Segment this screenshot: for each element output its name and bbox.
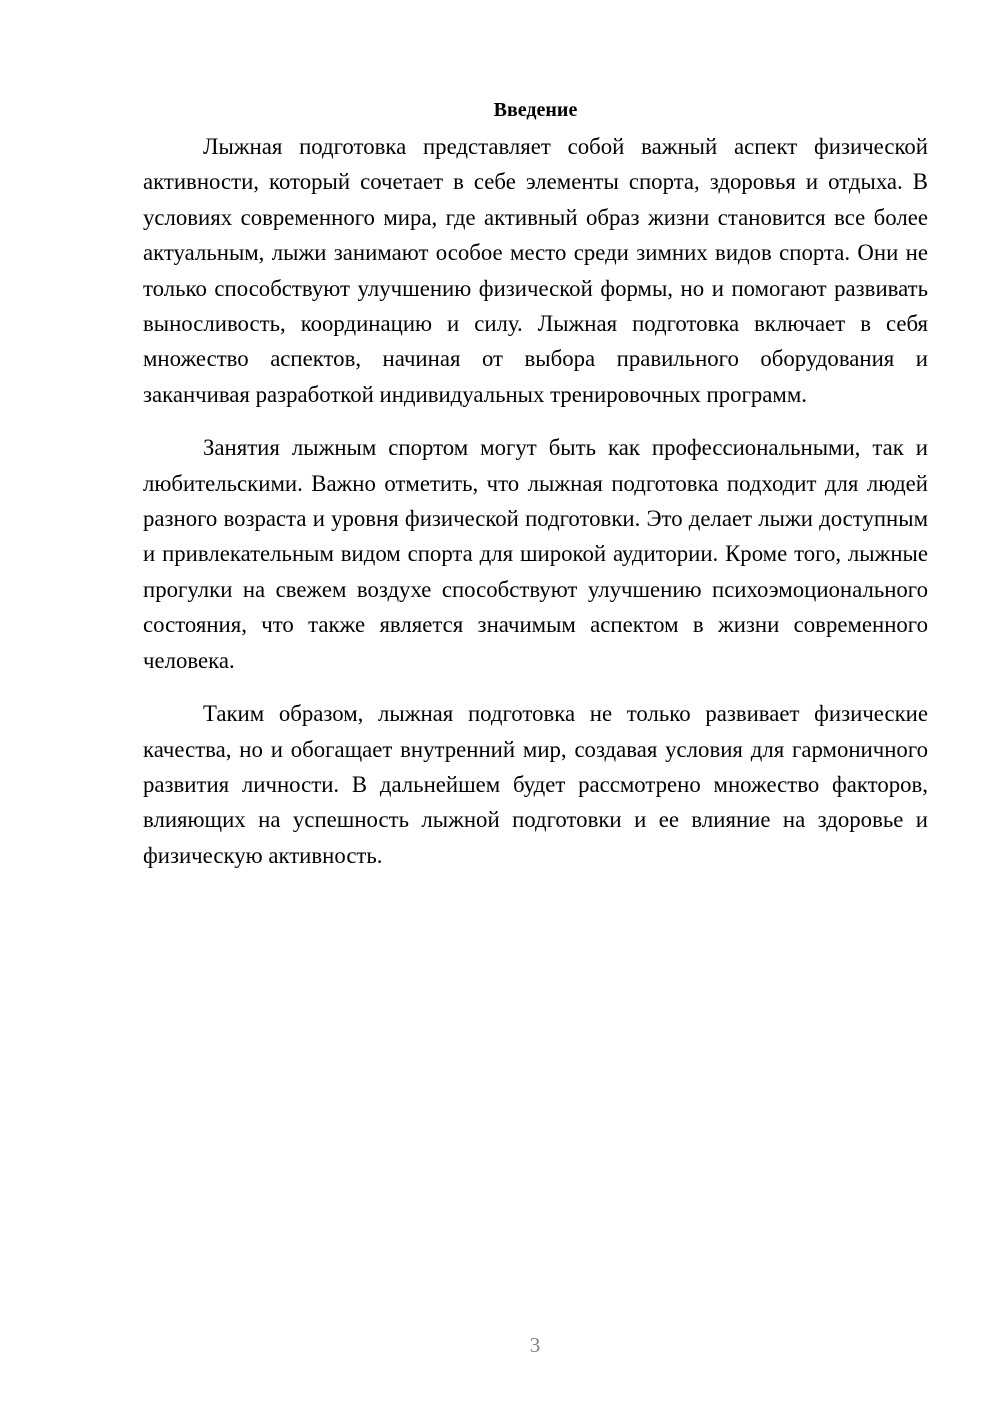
page-number: 3: [529, 1333, 541, 1357]
paragraph-1: Лыжная подготовка представляет собой важный аспект физической активности, который сочетает в себе элементы спорта, здоровья и отдыха. В условиях современного мира, где активный образ жизни становится все более актуальным, лыжи занимают особое место среди зимних видов спорта. Они не только способствуют улучшению физической формы, но и помогают развивать выносливость, координацию и силу. Лыжная подготовка включает в себя множество аспектов, начиная от выбора правильного оборудования и заканчивая разработкой индивидуальных тренировочных программ.: [143, 134, 928, 407]
paragraph-3: Таким образом, лыжная подготовка не только развивает физические качества, но и обогащает внутренний мир, создавая условия для гармоничного развития личности. В дальнейшем будет рассмотрено множество факторов, влияющих на успешность лыжной подготовки и ее влияние на здоровье и физическую активность.: [143, 701, 928, 868]
section-title: Введение: [493, 99, 578, 121]
page-content: [143, 95, 928, 891]
paragraph-2: Занятия лыжным спортом могут быть как профессиональными, так и любительскими. Важно отметить, что лыжная подготовка подходит для людей разного возраста и уровня физической подготовки. Это делает лыжи доступным и привлекательным видом спорта для широкой аудитории. Кроме того, лыжные прогулки на свежем воздухе способствуют улучшению психоэмоционального состояния, что также является значимым аспектом в жизни современного человека.: [143, 435, 928, 673]
